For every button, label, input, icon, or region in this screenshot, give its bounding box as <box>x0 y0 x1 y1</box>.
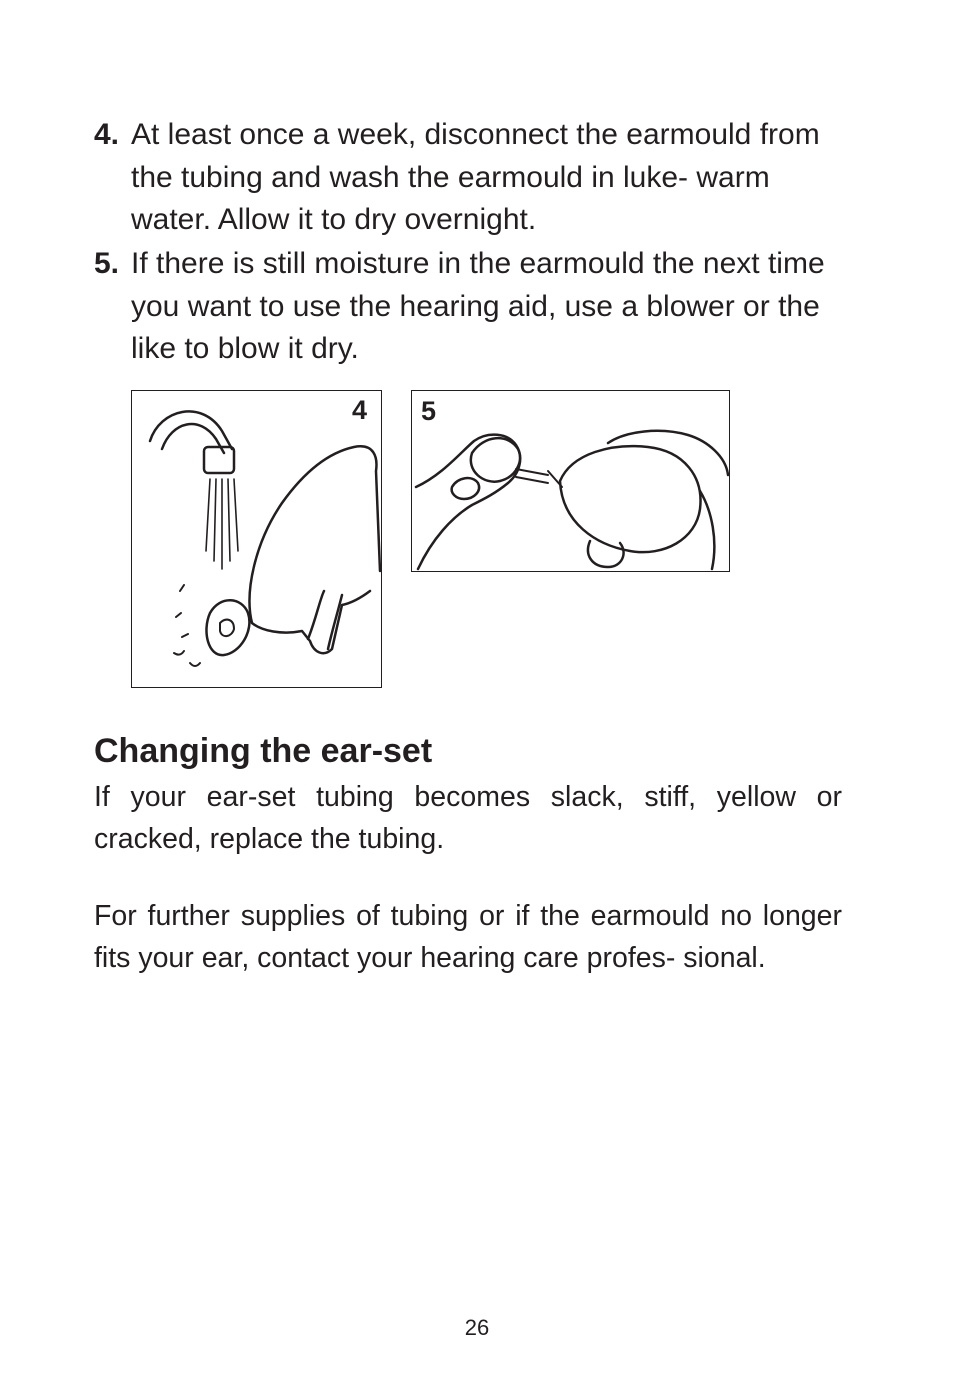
earmould <box>471 438 520 482</box>
step-text: At least once a week, disconnect the earmould from the tubing and wash the earmould in luke- warm water. Allow it to dry overnight. <box>131 118 820 236</box>
faucet-nozzle <box>204 447 234 473</box>
finger <box>308 591 342 649</box>
figure-label: 4 <box>351 395 367 425</box>
step-4 <box>94 114 854 242</box>
left-hand <box>416 435 520 569</box>
tubing <box>516 469 548 483</box>
water-drops <box>174 585 200 666</box>
step-number: 5. <box>94 247 120 280</box>
section-heading: Changing the ear-set <box>94 732 433 770</box>
washing-earmould-illustration <box>132 391 381 687</box>
step-5 <box>94 243 854 371</box>
figure-washing-earmould <box>131 390 382 688</box>
page-number: 26 <box>464 1315 490 1340</box>
body-paragraph: If your ear-set tubing becomes slack, stiff, yellow or cracked, replace the tubing. <box>94 781 842 855</box>
body-paragraph: For further supplies of tubing or if the earmould no longer fits your ear, contact your hearing care profes- sional. <box>94 900 842 974</box>
earmould <box>206 600 249 655</box>
water-stream <box>206 479 238 569</box>
step-number: 4. <box>94 118 120 151</box>
blower-illustration <box>412 391 729 571</box>
step-text: If there is still moisture in the earmould the next time you want to use the hearing aid, use a blower or the like to blow it dry. <box>131 247 825 365</box>
figure-label: 5 <box>421 396 437 426</box>
figure-blowing-earmould <box>411 390 730 572</box>
blower-bulb <box>560 446 701 552</box>
